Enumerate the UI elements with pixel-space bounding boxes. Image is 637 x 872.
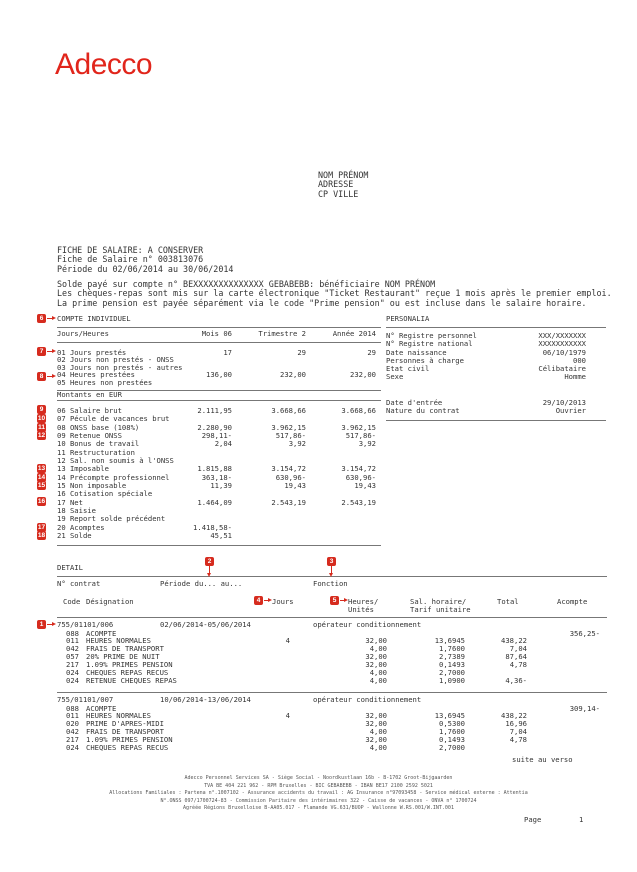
compte-row-mois: 1.815,88 [197, 464, 232, 474]
annotation-badge: 15 [37, 482, 46, 489]
annotation-badge: 16 [37, 498, 46, 505]
compte-row-trim: 630,96- [275, 472, 306, 482]
compte-header-annee: Année 2014 [332, 329, 376, 338]
detail-title: DETAIL [57, 563, 83, 572]
compte-row-annee: 630,96- [345, 472, 376, 482]
addressee-name: NOM PRÉNOM [318, 170, 369, 180]
detail-code: 217 [66, 735, 79, 745]
compte-row-trim: 29 [297, 348, 306, 357]
personalia-value: XXXXXXXXXXX [538, 339, 586, 349]
detail-total: 7,04 [509, 727, 527, 737]
compte-rule [57, 327, 381, 328]
annotation-badge: 1 [37, 620, 46, 629]
compte-row-label: 12 Sal. non soumis à l'ONSS [57, 456, 174, 466]
compte-row-mois: 363,18- [201, 472, 232, 482]
notice-account: Solde payé sur compte n° BEXXXXXXXXXXXXXX GEBABEBB: bénéficiaire NOM PRÉNOM [57, 279, 436, 289]
payslip-period: Période du 02/06/2014 au 30/06/2014 [57, 263, 234, 274]
compte-row-label: 10 Bonus de travail [57, 439, 140, 449]
contract-number: 755/01101/007 [57, 695, 114, 704]
payslip-title: FICHE DE SALAIRE: A CONSERVER [57, 245, 204, 255]
personalia-value: 29/10/2013 [542, 398, 586, 407]
detail-header-total: Total [497, 597, 519, 606]
detail-code: 042 [66, 644, 79, 654]
page-number: 1 [579, 815, 584, 824]
detail-salaire: 2,7000 [439, 743, 465, 753]
compte-row-label: 19 Report solde précédent [57, 514, 166, 524]
detail-designation: FRAIS DE TRANSPORT [86, 727, 164, 737]
compte-row-mois: 2.280,90 [197, 422, 232, 432]
personalia-row [386, 365, 586, 373]
annotation-arrow [331, 566, 332, 574]
compte-row-annee: 3,92 [358, 439, 376, 449]
detail-code: 020 [66, 719, 79, 729]
compte-row-mois: 2.111,95 [197, 406, 232, 415]
annotation-badge: 11 [38, 424, 45, 431]
detail-acompte: 356,25- [569, 628, 600, 638]
compte-row-mois: 1.418,58- [193, 522, 232, 532]
detail-total: 4,36- [505, 675, 527, 685]
page-label: Page [524, 815, 542, 824]
annotation-badge: 2 [205, 557, 214, 566]
compte-row [57, 532, 377, 540]
detail-line [57, 744, 607, 752]
detail-heures: 32,00 [365, 636, 387, 646]
compte-row-trim: 3,92 [288, 439, 306, 449]
personalia-value: 000 [573, 355, 586, 365]
detail-header-contrat: N° contrat [57, 579, 101, 588]
detail-designation: RETENUE CHEQUES REPAS [86, 675, 177, 685]
compte-row-trim: 3.668,66 [271, 406, 306, 415]
compte-row-label: 18 Saisie [57, 506, 96, 516]
personalia-label: Nature du contrat [386, 406, 460, 416]
detail-code: 042 [66, 727, 79, 737]
detail-total: 4,78 [509, 660, 527, 670]
compte-hours-table [57, 349, 377, 386]
compte-row-label: 09 Retenue ONSS [57, 431, 122, 441]
detail-heures: 4,00 [369, 743, 387, 753]
detail-total: 7,04 [509, 644, 527, 654]
compte-row-mois: 45,51 [210, 531, 232, 541]
compte-row-mois: 17 [223, 348, 232, 357]
annotation-badge: 9 [37, 405, 46, 414]
compte-row-label: 01 Jours prestés [57, 348, 127, 357]
personalia-row [386, 407, 586, 415]
contract-block [57, 696, 607, 752]
compte-row-label: 05 Heures non prestées [57, 377, 153, 387]
detail-code: 217 [66, 660, 79, 670]
compte-row-trim: 517,86- [275, 431, 306, 441]
annotation-badge: 6 [37, 314, 46, 323]
detail-designation: 1.09% PRIMES PENSION [86, 660, 173, 670]
detail-designation: CHEQUES REPAS RECUS [86, 668, 169, 678]
compte-row-label: 07 Pécule de vacances brut [57, 414, 170, 424]
compte-row-label: 14 Précompte professionnel [57, 472, 170, 482]
detail-salaire: 0,1493 [439, 660, 465, 670]
compte-row-trim: 3.154,72 [271, 464, 306, 474]
compte-row-mois: 2,04 [214, 439, 232, 449]
detail-salaire: 1,7600 [439, 727, 465, 737]
compte-row-mois: 11,39 [210, 481, 232, 491]
detail-header-designation: Désignation [86, 597, 134, 606]
contract-period: 02/06/2014-05/06/2014 [160, 620, 251, 629]
compte-row-trim: 19,43 [284, 481, 306, 491]
personalia-label: Personnes à charge [386, 355, 464, 365]
detail-designation: 1.09% PRIMES PENSION [86, 735, 173, 745]
detail-salaire: 13,6945 [434, 711, 465, 721]
contract-divider [57, 692, 607, 693]
detail-designation: FRAIS DE TRANSPORT [86, 644, 164, 654]
annotation-badge: 10 [37, 415, 46, 422]
suite-au-verso: suite au verso [512, 755, 573, 764]
compte-row-annee: 3.154,72 [341, 464, 376, 474]
personalia-label: N° Registre national [386, 339, 473, 349]
compte-header-rule [57, 342, 381, 343]
detail-designation: HEURES NORMALES [86, 636, 151, 646]
detail-heures: 32,00 [365, 660, 387, 670]
detail-salaire: 1,0900 [439, 675, 465, 685]
detail-salaire: 2,7389 [439, 652, 465, 662]
compte-header-label: Jours/Heures [57, 329, 109, 338]
detail-heures: 4,00 [369, 668, 387, 678]
personalia-row [386, 373, 586, 381]
addressee-address: ADRESSE [318, 179, 354, 190]
compte-row-annee: 3.668,66 [341, 406, 376, 415]
annotation-arrow [340, 600, 345, 601]
detail-jours: 4 [285, 636, 290, 646]
compte-row-label: 21 Solde [57, 531, 92, 541]
detail-code: 057 [66, 652, 79, 662]
annotation-badge: 13 [37, 465, 46, 472]
detail-header-periode: Période du... au... [160, 579, 243, 588]
detail-line [57, 677, 607, 685]
compte-row-annee: 232,00 [350, 370, 376, 380]
annotation-badge: 12 [37, 432, 46, 439]
compte-row-annee: 517,86- [345, 431, 376, 441]
montants-rule [57, 400, 381, 401]
compte-row-trim: 2.543,19 [271, 497, 306, 507]
compte-amounts-table [57, 407, 377, 541]
detail-heures: 4,00 [369, 644, 387, 654]
notice-meal-vouchers: Les chèques-repas sont mis sur la carte électronique "Ticket Restaurant" reçue 1 mois après le premier emploi. [57, 288, 612, 299]
compte-row-annee: 2.543,19 [341, 497, 376, 507]
contract-header-row [57, 621, 607, 630]
detail-jours: 4 [285, 711, 290, 721]
detail-salaire: 2,7000 [439, 668, 465, 678]
detail-header-fonction: Fonction [313, 579, 348, 588]
detail-total: 87,64 [505, 652, 527, 662]
detail-designation: ACOMPTE [86, 703, 117, 713]
detail-total: 4,78 [509, 735, 527, 745]
detail-header-jours: Jours [272, 597, 294, 606]
detail-total: 438,22 [501, 636, 527, 646]
contract-function: opérateur conditionnement [313, 695, 422, 704]
personalia-value: Homme [564, 372, 586, 382]
compte-header-mois: Mois 06 [201, 329, 232, 338]
annotation-arrow [47, 376, 53, 377]
detail-header-rule [57, 617, 607, 618]
detail-code: 088 [66, 628, 79, 638]
detail-designation: 20% PRIME DE NUIT [86, 652, 160, 662]
detail-designation: CHEQUES REPAS RECUS [86, 743, 169, 753]
compte-title: COMPTE INDIVIDUEL [57, 314, 131, 323]
personalia-label: Sexe [386, 372, 404, 382]
detail-code: 088 [66, 703, 79, 713]
detail-code: 011 [66, 636, 79, 646]
contract-header-row [57, 696, 607, 705]
personalia-title: PERSONALIA [386, 314, 430, 323]
contract-period: 10/06/2014-13/06/2014 [160, 695, 251, 704]
adecco-logo: Adecco [55, 48, 153, 81]
detail-heures: 4,00 [369, 727, 387, 737]
personalia-value: 06/10/1979 [542, 347, 586, 357]
notice-pension: La prime pension est payée séparément via le code "Prime pension" ou est incluse dans le salaire horaire. [57, 297, 587, 308]
detail-header-code: Code [63, 597, 81, 606]
annotation-badge: 5 [330, 596, 339, 605]
personalia-bottom-rule [386, 420, 606, 421]
compte-row-label: 11 Restructuration [57, 447, 135, 457]
compte-row-mois: 136,00 [206, 370, 232, 380]
detail-code: 024 [66, 743, 79, 753]
annotation-arrow [47, 624, 53, 625]
compte-row-label: 03 Jours non prestés - autres [57, 362, 183, 372]
annotation-arrow [47, 351, 53, 352]
addressee-city: CP VILLE [318, 188, 359, 199]
annotation-badge: 17 [37, 524, 46, 531]
addressee [318, 171, 368, 199]
detail-salaire: 13,6945 [434, 636, 465, 646]
compte-row-label: 04 Heures prestées [57, 370, 135, 380]
annotation-badge: 3 [327, 557, 336, 566]
compte-row-trim: 3.962,15 [271, 422, 306, 432]
detail-header-acompte: Acompte [557, 597, 588, 606]
compte-bottom-rule [57, 545, 381, 546]
annotation-arrow [209, 566, 210, 574]
compte-row-annee: 29 [367, 348, 376, 357]
compte-row [57, 379, 377, 386]
annotation-badge: 14 [37, 474, 46, 481]
contract-function: opérateur conditionnement [313, 620, 422, 629]
compte-row-label: 13 Imposable [57, 464, 109, 474]
annotation-arrow [264, 600, 269, 601]
detail-code: 024 [66, 675, 79, 685]
detail-heures: 32,00 [365, 652, 387, 662]
detail-heures: 32,00 [365, 735, 387, 745]
compte-row-annee: 3.962,15 [341, 422, 376, 432]
personalia-value: XXX/XXXXXXX [538, 331, 586, 340]
contract-number: 755/01101/006 [57, 620, 114, 629]
detail-heures: 32,00 [365, 719, 387, 729]
detail-heures: 32,00 [365, 711, 387, 721]
personalia-table-a [386, 332, 586, 382]
personalia-label: N° Registre personnel [386, 331, 477, 340]
detail-designation: ACOMPTE [86, 628, 117, 638]
compte-row-label: 20 Acomptes [57, 522, 105, 532]
detail-total: 438,22 [501, 711, 527, 721]
detail-designation: PRIME D'APRES-MIDI [86, 719, 164, 729]
personalia-label: Date naissance [386, 347, 447, 357]
payslip-header [57, 246, 233, 274]
annotation-badge: 7 [37, 347, 46, 356]
detail-total: 16,96 [505, 719, 527, 729]
compte-row-mois: 1.464,09 [197, 497, 232, 507]
compte-row-label: 02 Jours non prestés - ONSS [57, 355, 174, 365]
personalia-label: Etat civil [386, 364, 430, 374]
annotation-badge: 4 [254, 596, 263, 605]
personalia-label: Date d'entrée [386, 398, 443, 407]
detail-header-salaire: Sal. horaire/ Tarif unitaire [410, 597, 471, 615]
detail-code: 024 [66, 668, 79, 678]
compte-row-label: 08 ONSS base (108%) [57, 422, 140, 432]
personalia-value: Ouvrier [555, 406, 586, 416]
contract-block [57, 621, 607, 685]
detail-designation: HEURES NORMALES [86, 711, 151, 721]
montants-label: Montants en EUR [57, 390, 122, 399]
compte-row-label: 17 Net [57, 497, 83, 507]
personalia-table-b [386, 399, 586, 416]
compte-row-annee: 19,43 [354, 481, 376, 491]
annotation-badge: 8 [37, 372, 46, 381]
detail-salaire: 1,7600 [439, 644, 465, 654]
company-footer: Adecco Personnel Services SA - Siège Social - Noordkustlaan 16b - B-1702 Groot-Bijgaarden TVA BE 404 221 962 - RPM Bruxelles - BIC GEBABEBB - IBAN BE17 2100 2592 5021 Allocations Familiales : Partena n°.1007102 - Assurance accidents du travail : AG Insurance n°97093458 - Service médical externe : Attentia N°.ONSS 097/1700724-83 - Commission Paritaire des intérimaires 322 - Caisse de vacances - ONVA n° 1700724 Agréée Régions Bruxelloise B-AA05.017 - Flamande VG.631/BUOP - Wallonne W.RS.001/W.INT.001 [109, 775, 528, 812]
annotation-arrow [47, 318, 53, 319]
compte-row-mois: 298,11- [201, 431, 232, 441]
annotation-badge: 18 [37, 532, 46, 539]
detail-salaire: 0,5300 [439, 719, 465, 729]
compte-row-trim: 232,00 [280, 370, 306, 380]
payslip-number: Fiche de Salaire n° 003813076 [57, 254, 204, 265]
detail-code: 011 [66, 711, 79, 721]
detail-header-heures: Heures/ Unités [348, 597, 379, 615]
detail-acompte: 309,14- [569, 703, 600, 713]
personalia-value: Célibataire [538, 364, 586, 374]
compte-row-label: 15 Non imposable [57, 481, 127, 491]
compte-row-label: 06 Salaire brut [57, 406, 122, 415]
detail-heures: 4,00 [369, 675, 387, 685]
compte-row-label: 16 Cotisation spéciale [57, 489, 153, 499]
compte-header-trim: Trimestre 2 [258, 329, 306, 338]
payslip-notice [57, 280, 612, 308]
detail-salaire: 0,1493 [439, 735, 465, 745]
personalia-rule [386, 327, 606, 328]
compte-row [57, 499, 377, 507]
